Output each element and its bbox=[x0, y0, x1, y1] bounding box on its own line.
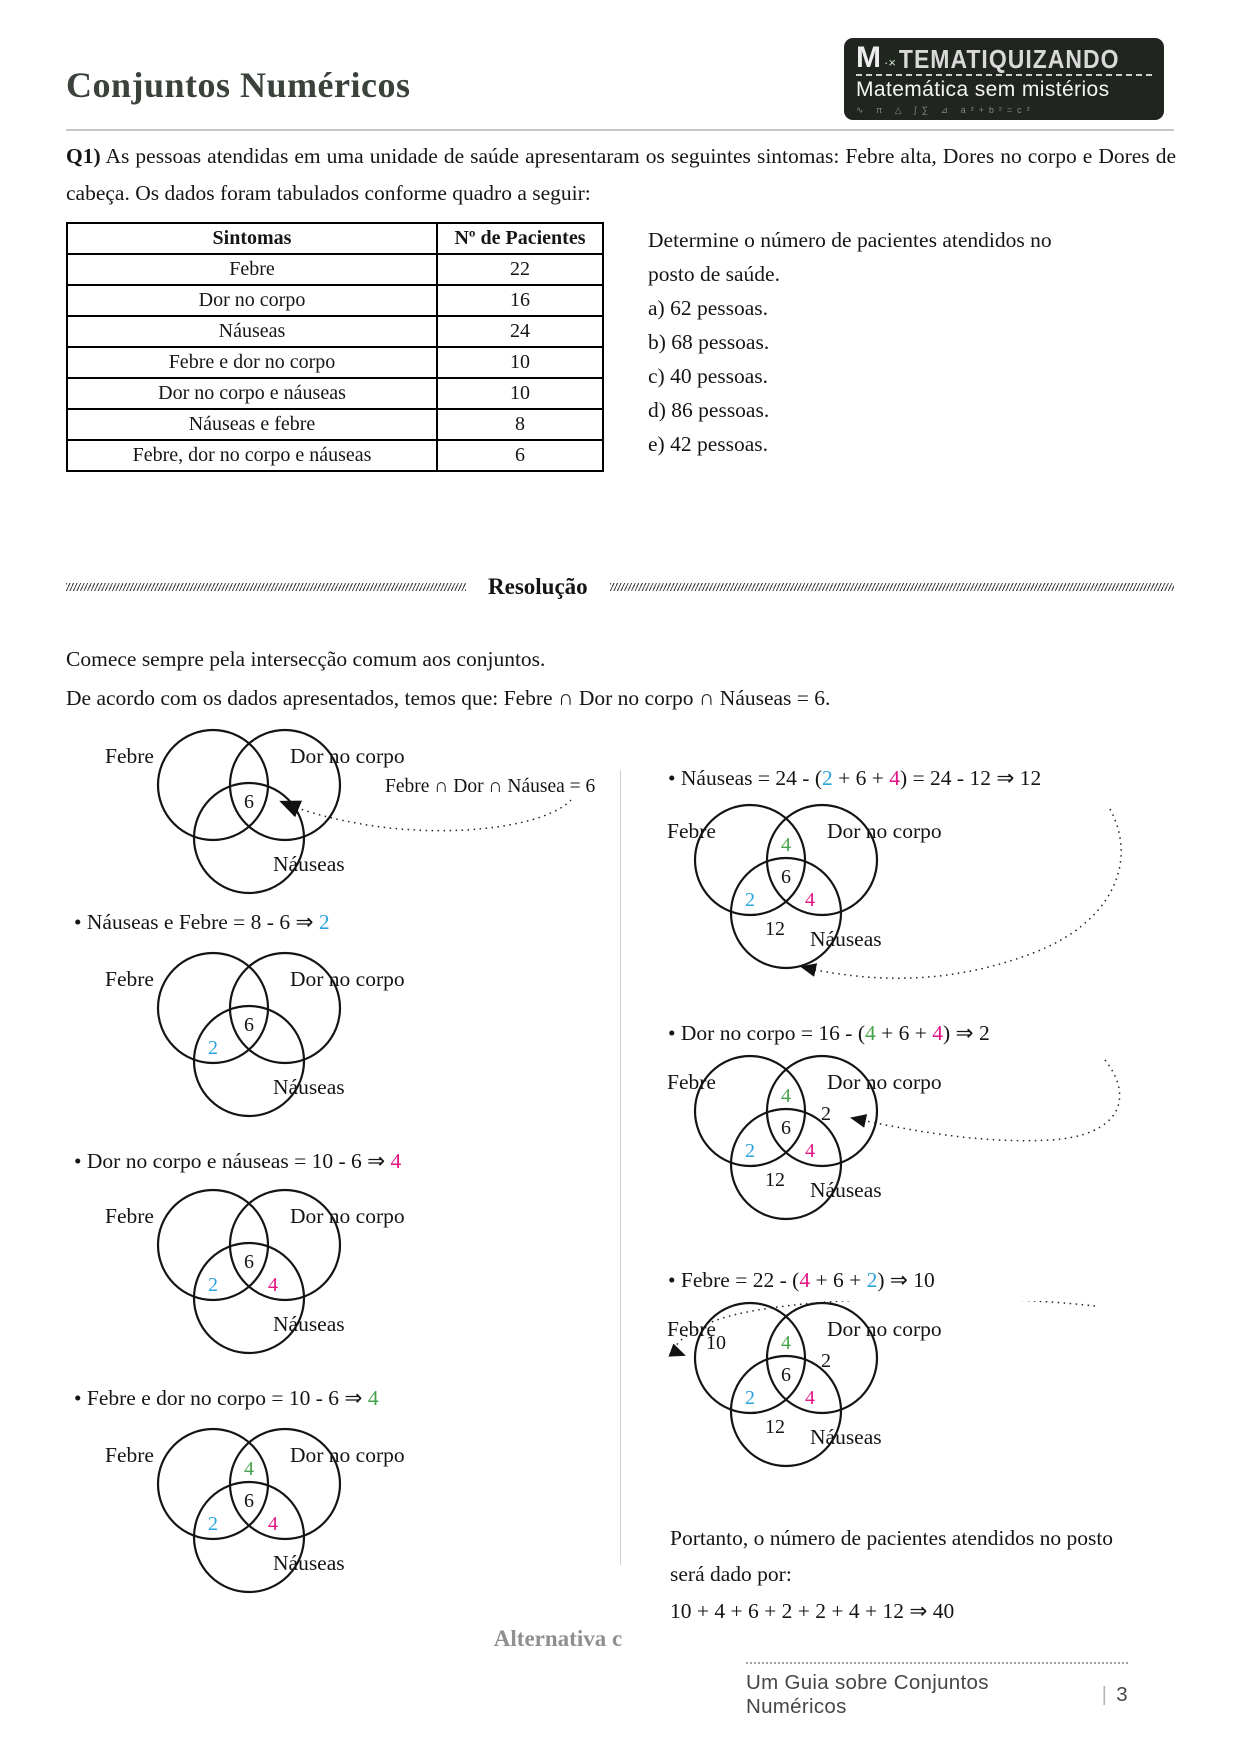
svg-text:Náuseas: Náuseas bbox=[810, 1178, 882, 1203]
hatch-rule-right bbox=[610, 583, 1174, 591]
symptoms-table bbox=[66, 222, 604, 472]
svg-text:2: 2 bbox=[745, 889, 755, 912]
option-e: e) 42 pessoas. bbox=[648, 431, 769, 456]
svg-text:Náuseas: Náuseas bbox=[273, 852, 345, 876]
question-paragraph bbox=[66, 138, 1176, 211]
svg-text:Febre: Febre bbox=[105, 1204, 154, 1229]
bullet-dor-nauseas: • Dor no corpo e náuseas = 10 - 6 ⇒ 4 bbox=[74, 1149, 402, 1174]
svg-text:Dor no corpo: Dor no corpo bbox=[290, 967, 405, 992]
venn-diagram-step2 bbox=[66, 951, 620, 1121]
svg-text:Dor no corpo: Dor no corpo bbox=[290, 1443, 405, 1468]
svg-text:2: 2 bbox=[821, 1103, 831, 1126]
logo-m-letter: M bbox=[856, 41, 881, 74]
venn-diagram-step4 bbox=[66, 1427, 620, 1597]
svg-text:Náuseas: Náuseas bbox=[273, 1075, 345, 1100]
svg-text:6: 6 bbox=[244, 1490, 254, 1513]
svg-text:Náuseas: Náuseas bbox=[273, 1551, 345, 1576]
option-b: b) 68 pessoas. bbox=[648, 329, 770, 354]
table-row: Náuseas 24 bbox=[67, 316, 603, 347]
svg-text:4: 4 bbox=[268, 1513, 278, 1536]
svg-text:4: 4 bbox=[244, 1458, 254, 1481]
page-footer bbox=[746, 1662, 1128, 1719]
prompt-text: Determine o número de pacientes atendidos no posto de saúde. bbox=[648, 228, 1052, 286]
brand-logo-wordmark bbox=[856, 43, 1152, 76]
bullet-nauseas-febre: • Náuseas e Febre = 8 - 6 ⇒ 2 bbox=[74, 910, 330, 934]
answer-options-block bbox=[648, 224, 1100, 462]
svg-text:Dor no corpo: Dor no corpo bbox=[827, 819, 942, 844]
svg-text:12: 12 bbox=[765, 1169, 785, 1192]
resolution-divider bbox=[66, 574, 1174, 600]
header-rule bbox=[66, 129, 1174, 131]
svg-text:Dor no corpo: Dor no corpo bbox=[290, 744, 405, 768]
annotation-arrow bbox=[282, 800, 571, 831]
table-row: Dor no corpo 16 bbox=[67, 285, 603, 316]
question-label: Q1) bbox=[66, 144, 101, 168]
svg-text:6: 6 bbox=[244, 1251, 254, 1274]
svg-text:Febre: Febre bbox=[667, 1070, 716, 1095]
svg-text:Náuseas: Náuseas bbox=[810, 927, 882, 952]
svg-text:12: 12 bbox=[765, 1416, 785, 1439]
page-title: Conjuntos Numéricos bbox=[66, 65, 411, 105]
page-number: 3 bbox=[1116, 1683, 1128, 1706]
column-divider bbox=[620, 770, 621, 1565]
svg-text:4: 4 bbox=[781, 834, 791, 857]
bullet-nauseas-eq: • Náuseas = 24 - (2 + 6 + 4) = 24 - 12 ⇒ 12 bbox=[668, 766, 1042, 790]
table-row: Febre 22 bbox=[67, 254, 603, 285]
table-row: Febre, dor no corpo e náuseas 6 bbox=[67, 440, 603, 471]
footer-rule bbox=[746, 1662, 1128, 1664]
svg-text:Náuseas: Náuseas bbox=[273, 1312, 345, 1337]
svg-text:2: 2 bbox=[745, 1140, 755, 1163]
svg-text:2: 2 bbox=[208, 1274, 218, 1297]
option-a: a) 62 pessoas. bbox=[648, 295, 769, 320]
svg-text:4: 4 bbox=[268, 1274, 278, 1297]
bullet-febre-dor: • Febre e dor no corpo = 10 - 6 ⇒ 4 bbox=[74, 1386, 379, 1411]
svg-text:10: 10 bbox=[706, 1332, 726, 1355]
footer-separator: | bbox=[1101, 1683, 1108, 1706]
svg-text:4: 4 bbox=[781, 1332, 791, 1355]
option-d: d) 86 pessoas. bbox=[648, 397, 770, 422]
intersection-annotation: Febre ∩ Dor ∩ Náusea = 6 bbox=[385, 776, 596, 797]
table-header-row bbox=[67, 223, 603, 254]
column-header-sintomas: Sintomas bbox=[67, 223, 437, 254]
svg-text:6: 6 bbox=[781, 866, 791, 889]
conclusion-sum: 10 + 4 + 6 + 2 + 2 + 4 + 12 ⇒ 40 bbox=[670, 1598, 955, 1623]
venn-diagram-step1 bbox=[66, 728, 620, 898]
bullet-febre-eq: • Febre = 22 - (4 + 6 + 2) ⇒ 10 bbox=[668, 1268, 935, 1293]
svg-text:2: 2 bbox=[821, 1350, 831, 1373]
svg-text:4: 4 bbox=[805, 889, 815, 912]
conclusion-text: Portanto, o número de pacientes atendidos no posto será dado por: bbox=[670, 1526, 1114, 1586]
svg-text:2: 2 bbox=[208, 1513, 218, 1536]
svg-text:6: 6 bbox=[781, 1364, 791, 1387]
hatch-rule-left bbox=[66, 583, 466, 591]
svg-text:4: 4 bbox=[781, 1085, 791, 1108]
intro-line-2: De acordo com os dados apresentados, temos que: Febre ∩ Dor no corpo ∩ Náuseas = 6. bbox=[66, 686, 831, 711]
bullet-dor-eq: • Dor no corpo = 16 - (4 + 6 + 4) ⇒ 2 bbox=[668, 1021, 990, 1046]
resolution-divider-label: Resolução bbox=[488, 574, 588, 599]
table-row: Dor no corpo e náuseas 10 bbox=[67, 378, 603, 409]
svg-text:6: 6 bbox=[244, 1014, 254, 1037]
venn-diagram-step3 bbox=[66, 1188, 620, 1358]
svg-text:12: 12 bbox=[765, 918, 785, 941]
svg-text:Dor no corpo: Dor no corpo bbox=[290, 1204, 405, 1229]
intro-line-1: Comece sempre pela intersecção comum aos conjuntos. bbox=[66, 647, 546, 671]
venn-diagram-febre bbox=[640, 1301, 1174, 1491]
answer-line: Alternativa c bbox=[493, 1626, 623, 1651]
svg-text:2: 2 bbox=[208, 1037, 218, 1060]
svg-text:Febre: Febre bbox=[667, 819, 716, 844]
venn-diagram-dor bbox=[640, 1054, 1174, 1244]
brand-logo bbox=[844, 38, 1164, 120]
table-row: Febre e dor no corpo 10 bbox=[67, 347, 603, 378]
svg-text:6: 6 bbox=[244, 791, 254, 813]
svg-text:2: 2 bbox=[745, 1387, 755, 1410]
footer-brand: Um Guia sobre Conjuntos Numéricos bbox=[746, 1671, 989, 1718]
logo-wordmark-text: TEMATIQUIZANDO bbox=[898, 44, 1120, 74]
logo-subtitle: Matemática sem mistérios bbox=[856, 78, 1110, 101]
right-column bbox=[640, 760, 1180, 1629]
conclusion-block bbox=[670, 1521, 1138, 1629]
question-text: As pessoas atendidas em uma unidade de saúde apresentaram os seguintes sintomas: Febre alta, Dores no corpo e Dores de cabeça. Os dados foram tabulados conforme quadro a seguir: bbox=[66, 144, 1176, 205]
left-column bbox=[66, 728, 620, 1597]
resolution-intro bbox=[66, 640, 1176, 718]
svg-text:Febre: Febre bbox=[667, 1317, 716, 1342]
venn-diagram-nauseas bbox=[640, 803, 1174, 993]
logo-dot-x-icon: ·× bbox=[884, 55, 896, 70]
table-row: Náuseas e febre 8 bbox=[67, 409, 603, 440]
svg-text:4: 4 bbox=[805, 1387, 815, 1410]
math-doodles-icon: ∿ π △ ∫∑ ⊿ a²+b²=c² bbox=[856, 105, 1035, 115]
svg-text:4: 4 bbox=[805, 1140, 815, 1163]
svg-text:Náuseas: Náuseas bbox=[810, 1425, 882, 1450]
svg-text:6: 6 bbox=[781, 1117, 791, 1140]
svg-text:Dor no corpo: Dor no corpo bbox=[827, 1070, 942, 1095]
option-c: c) 40 pessoas. bbox=[648, 363, 769, 388]
svg-text:Febre: Febre bbox=[105, 1443, 154, 1468]
svg-text:Dor no corpo: Dor no corpo bbox=[827, 1317, 942, 1342]
svg-text:Febre: Febre bbox=[105, 744, 154, 768]
column-header-pacientes: Nº de Pacientes bbox=[437, 223, 603, 254]
svg-text:Febre: Febre bbox=[105, 967, 154, 992]
